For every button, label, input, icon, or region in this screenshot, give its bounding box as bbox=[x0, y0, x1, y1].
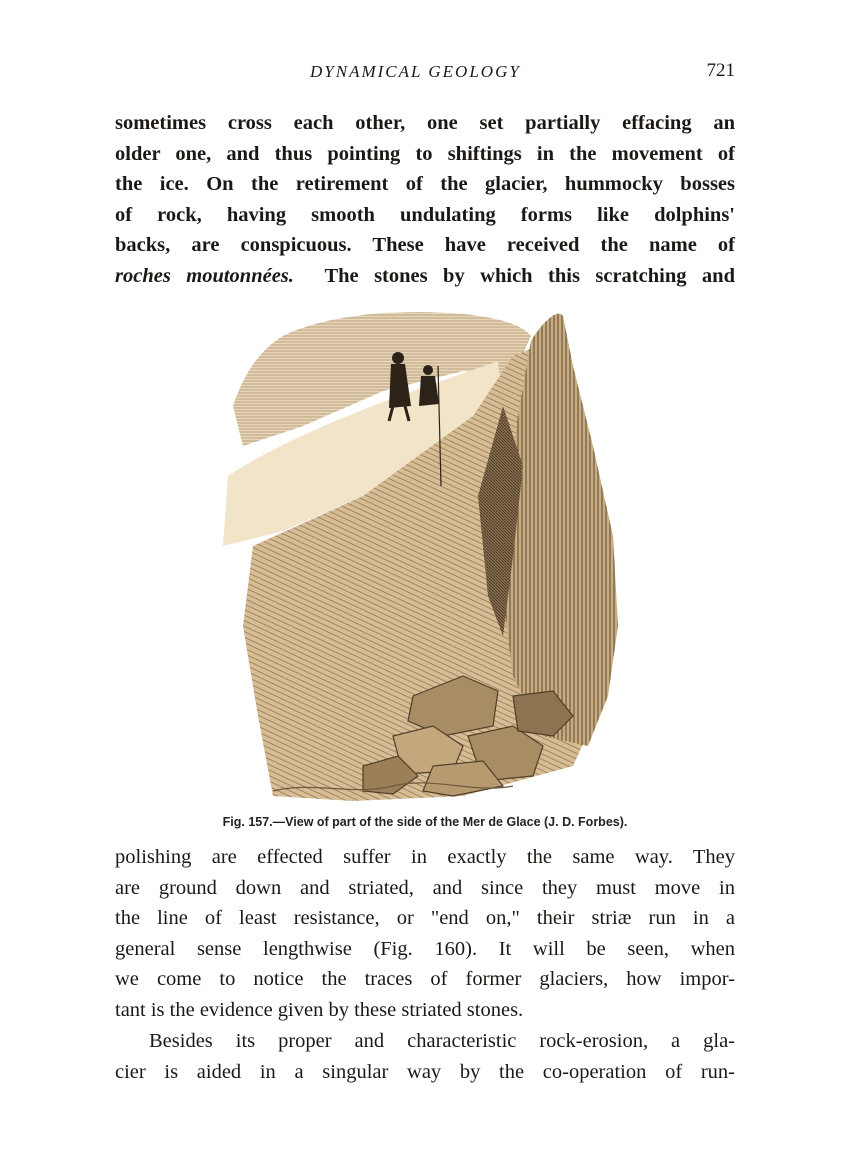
text-line: backs, are conspicuous. These have received the name of bbox=[115, 234, 735, 257]
page-number: 721 bbox=[706, 60, 735, 81]
figure-caption: Fig. 157.—View of part of the side of the Mer de Glace (J. D. Forbes). bbox=[222, 815, 628, 829]
text-line: of rock, having smooth undulating forms like dolphins' bbox=[115, 203, 735, 226]
paragraph-1 bbox=[115, 108, 735, 292]
running-head bbox=[115, 60, 735, 90]
text-line: the ice. On the retirement of the glacier, hummocky bosses bbox=[115, 173, 735, 196]
text-line: Besides its proper and characteristic rock-erosion, a gla- bbox=[149, 1030, 735, 1052]
running-title: DYNAMICAL GEOLOGY bbox=[310, 62, 521, 81]
glacier-rock-engraving bbox=[213, 296, 625, 808]
text-line: general sense lengthwise (Fig. 160). It will be seen, when bbox=[115, 937, 735, 960]
text-line: we come to notice the traces of former glaciers, how impor- bbox=[115, 968, 735, 991]
text-line: are ground down and striated, and since they must move in bbox=[115, 876, 735, 899]
text-fragment: The stones by which this scratching and bbox=[293, 264, 735, 287]
figure-engraving bbox=[213, 296, 625, 808]
text-line: the line of least resistance, or "end on," their striæ run in a bbox=[115, 907, 735, 930]
paragraph-2 bbox=[115, 842, 735, 1026]
text-line: tant is the evidence given by these striated stones. bbox=[115, 998, 524, 1021]
paragraph-3 bbox=[115, 1026, 735, 1087]
italic-term: roches moutonnées. bbox=[115, 264, 294, 287]
text-line: older one, and thus pointing to shiftings in the movement of bbox=[115, 142, 735, 165]
text-line bbox=[115, 261, 735, 292]
text-line: cier is aided in a singular way by the co-operation of run- bbox=[115, 1060, 735, 1083]
text-line: polishing are effected suffer in exactly the same way. They bbox=[115, 846, 735, 868]
text-line: sometimes cross each other, one set partially effacing an bbox=[115, 112, 735, 134]
